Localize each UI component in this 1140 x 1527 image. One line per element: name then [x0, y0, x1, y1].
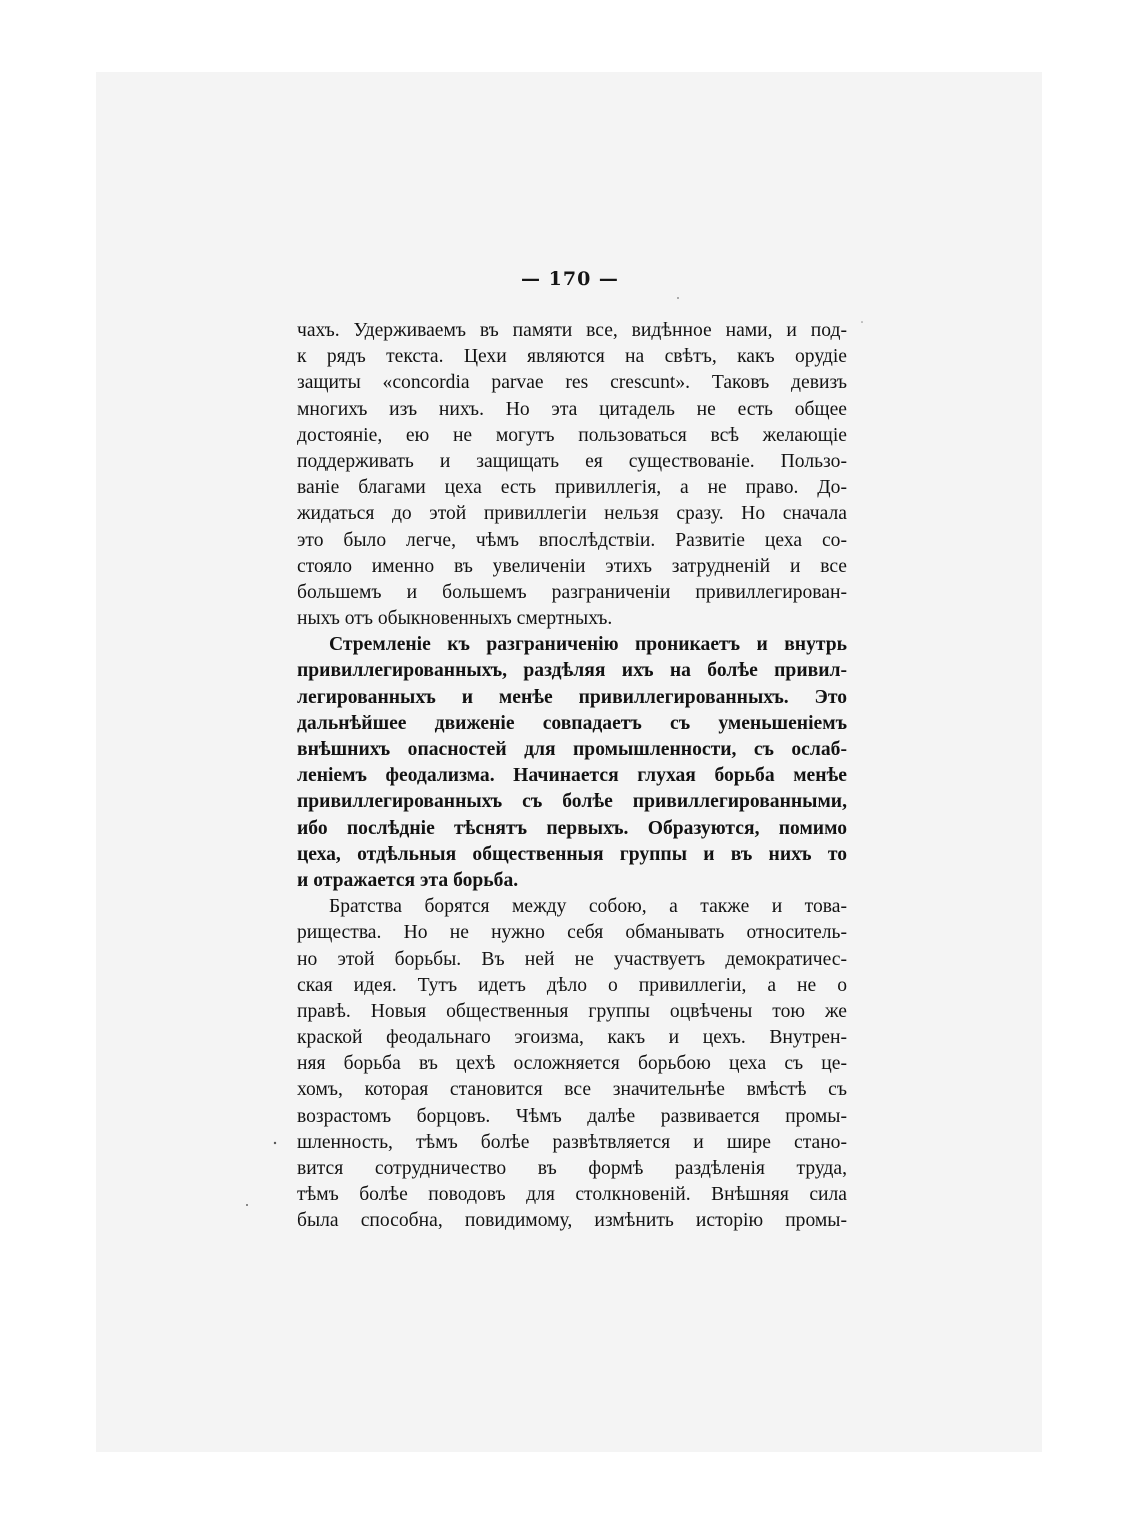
text-line: ныхъ отъ обыкновенныхъ смертныхъ. — [297, 608, 613, 630]
text-line: хомъ, которая становится все значительнѣе вмѣстѣ съ — [297, 1079, 847, 1101]
text-line: ская идея. Тутъ идетъ дѣло о привиллегіи, а не о — [297, 974, 847, 996]
text-line: стояло именно въ увеличеніи этихъ затрудненій и все — [297, 555, 847, 577]
text-line: многихъ изъ нихъ. Но эта цитадель не есть общее — [297, 398, 847, 420]
text-line: большемъ и большемъ разграниченіи привиллегирован- — [297, 581, 847, 603]
text-line: леніемъ феодализма. Начинается глухая борьба менѣе — [297, 765, 847, 787]
text-line: была способна, повидимому, измѣнить исторію промы- — [297, 1210, 847, 1232]
text-line: няя борьба въ цехѣ осложняется борьбою цеха съ це- — [297, 1053, 847, 1075]
text-line: чахъ. Удерживаемъ въ памяти все, видѣнное нами, и под- — [297, 320, 847, 341]
text-line: внѣшнихъ опасностей для промышленности, съ ослаб- — [297, 739, 847, 760]
text-line: тѣмъ болѣе поводовъ для столкновеній. Внѣшняя сила — [297, 1184, 847, 1206]
text-line: Братства борятся между собою, а также и това- — [329, 896, 847, 918]
text-line: достояніе, ею не могутъ пользоваться всѣ желающіе — [297, 424, 847, 446]
text-line: это было легче, чѣмъ впослѣдствіи. Развитіе цеха со- — [297, 529, 847, 551]
text-line: привиллегированныхъ, раздѣляя ихъ на болѣе привил- — [297, 660, 847, 682]
body-text — [297, 318, 847, 1235]
text-line: но этой борьбы. Въ ней не участвуетъ демократичес- — [297, 948, 847, 970]
text-line: цеха, отдѣльныя общественныя группы и въ нихъ то — [297, 843, 847, 865]
text-line: ваніе благами цеха есть привиллегія, а не право. До- — [297, 477, 847, 499]
text-line: защиты «concordia parvae res crescunt». Таковъ девизъ — [297, 372, 847, 394]
paragraph-2 — [297, 632, 847, 894]
page-number: — 170 — — [521, 268, 619, 290]
paragraph-1 — [297, 318, 847, 632]
text-line: вится сотрудничество въ формѣ раздѣленія труда, — [297, 1158, 847, 1179]
text-line: и отражается эта борьба. — [297, 869, 519, 891]
text-line: краской феодальнаго эгоизма, какъ и цехъ. Внутрен- — [297, 1027, 847, 1049]
text-line: привиллегированныхъ съ болѣе привиллегированными, — [297, 791, 847, 813]
text-line: поддерживать и защищать ея существованіе. Пользо- — [297, 450, 847, 472]
text-line: легированныхъ и менѣе привиллегированныхъ. Это — [297, 686, 847, 708]
text-line: Стремленіе къ разграниченію проникаетъ и внутрь — [329, 634, 847, 656]
text-line: рищества. Но не нужно себя обманывать относитель- — [297, 922, 847, 944]
text-line: возрастомъ борцовъ. Чѣмъ далѣе развивается промы- — [297, 1105, 847, 1127]
text-line: правѣ. Новыя общественныя группы оцвѣчены тою же — [297, 1000, 847, 1022]
text-line: жидаться до этой привиллегіи нельзя сразу. Но сначала — [297, 503, 847, 525]
text-line: дальнѣйшее движеніе совпадаетъ съ уменьшеніемъ — [297, 712, 847, 734]
paragraph-3 — [297, 894, 847, 1234]
text-line: ибо послѣдніе тѣснятъ первыхъ. Образуются, помимо — [297, 817, 847, 839]
text-line: шленность, тѣмъ болѣе развѣтвляется и шире стано- — [297, 1131, 847, 1153]
text-line: к рядъ текста. Цехи являются на свѣтъ, какъ орудіе — [297, 346, 847, 368]
